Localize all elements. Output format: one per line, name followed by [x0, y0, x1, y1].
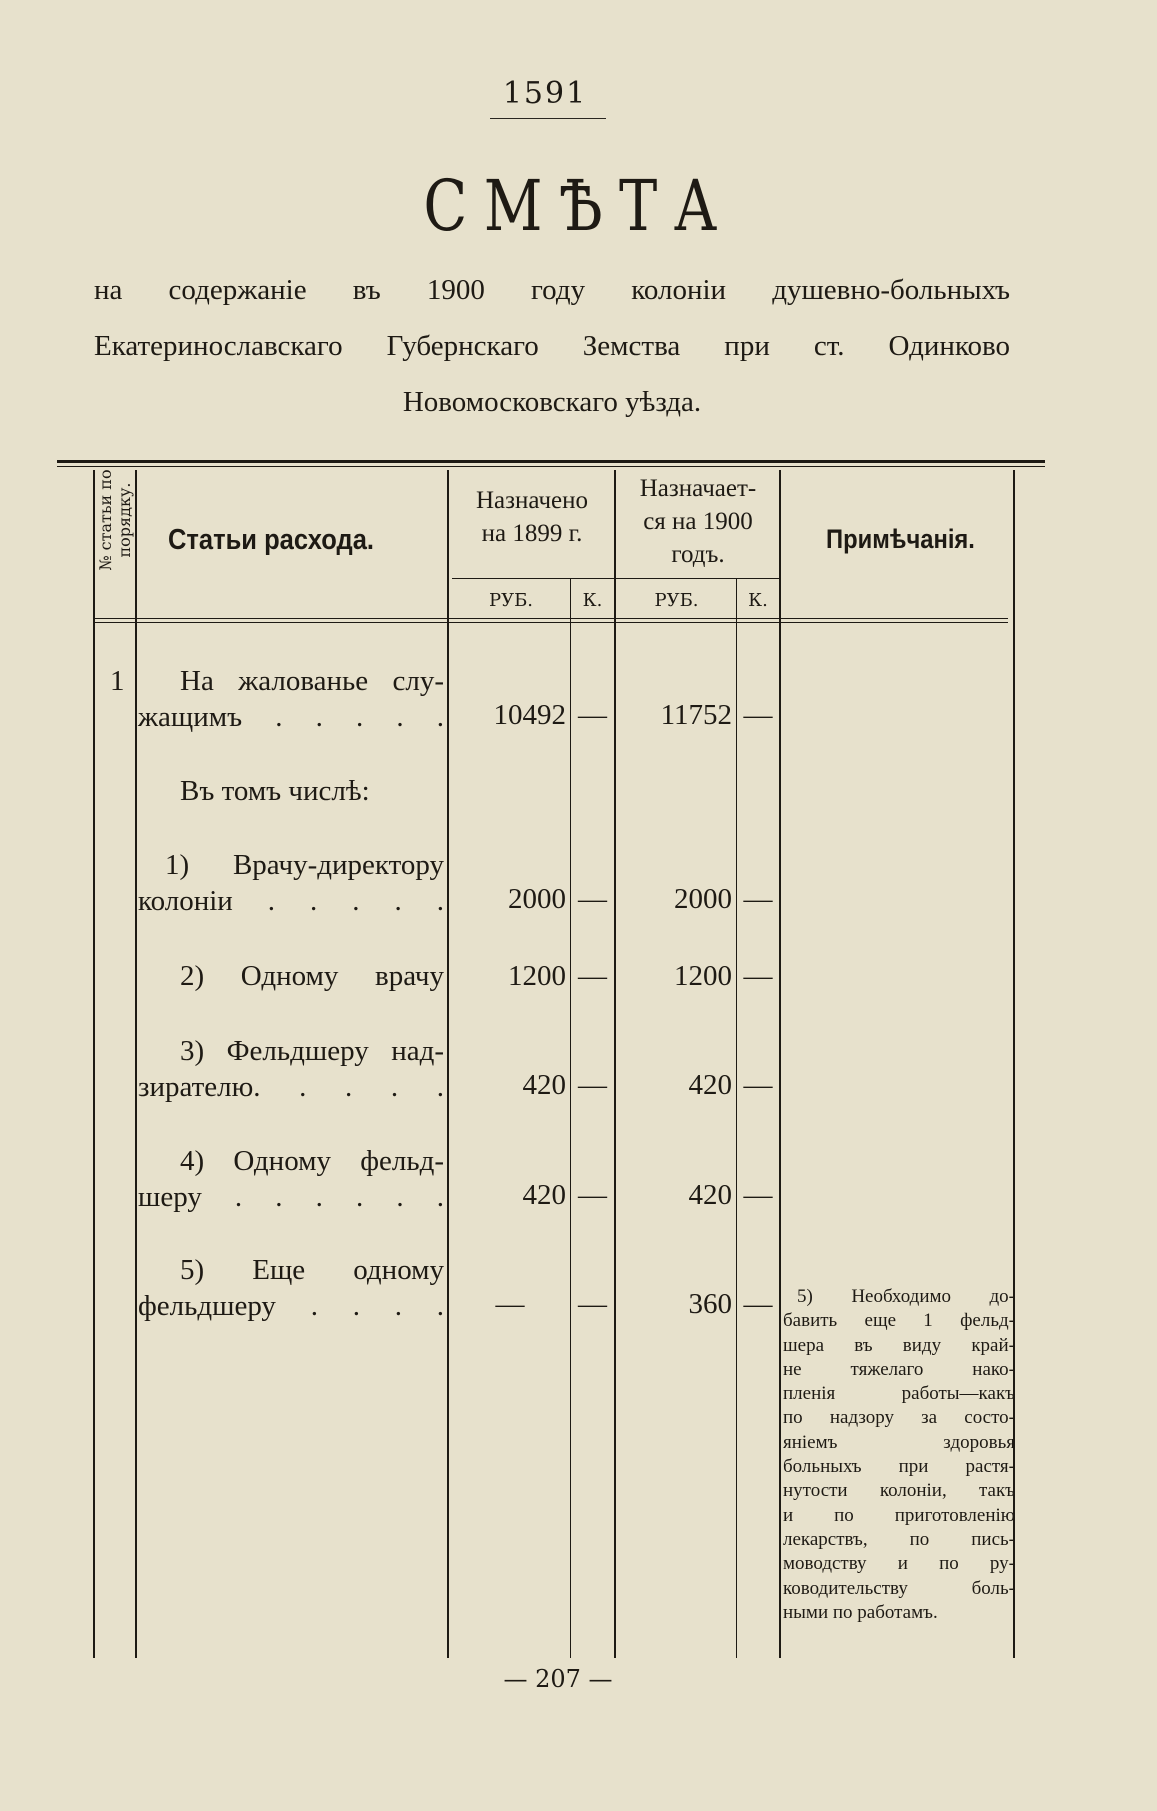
sum-1899-rub: — [495, 1288, 525, 1320]
sum-1900-rub: 360 [688, 1288, 732, 1320]
sum-1899-kop: — [578, 883, 607, 915]
row-item-line: 5) Еще одному [180, 1254, 444, 1286]
row-subheading: Въ томъ числѣ: [180, 775, 370, 807]
sum-1900-rub: 11752 [660, 699, 732, 731]
col-line-1900 [779, 470, 781, 1658]
header-kop-1900: К. [748, 590, 768, 611]
row-item-line: зирателю. . . . . [138, 1071, 444, 1103]
sum-1900-kop: — [743, 1288, 773, 1320]
table-top-rule-thin [57, 466, 1045, 467]
page-number-bottom: — 207 — [503, 1665, 613, 1693]
header-assigned-1900: Назначает- ся на 1900 годъ. [639, 475, 757, 568]
sum-1899-kop: — [578, 1288, 607, 1320]
row-item-line: жащимъ . . . . . [138, 701, 444, 733]
sum-1900-rub: 2000 [674, 883, 732, 915]
sum-1899-kop: — [578, 1179, 607, 1211]
sum-1900-kop: — [743, 960, 773, 992]
subtitle-line-1: на содержаніе въ 1900 году колоніи душевно-больныхъ [94, 274, 1010, 306]
header-rub-1899: РУБ. [488, 590, 534, 611]
document-title: СМѢТА [423, 165, 734, 247]
sum-1900-rub: 1200 [674, 960, 732, 992]
row-item-line: колоніи . . . . . [138, 885, 444, 917]
row-item-line: На жалованье слу- [180, 665, 444, 697]
units-rule [452, 578, 780, 579]
row-item-line: 1) Врачу-директору [165, 849, 444, 881]
sum-1900-kop: — [743, 699, 773, 731]
col-line-item [447, 470, 449, 1658]
row-item-line: шеру . . . . . . [138, 1181, 444, 1213]
col-line-no [135, 470, 137, 1658]
header-bottom-rule-2 [93, 622, 1008, 623]
row-item-line: 4) Одному фельд- [180, 1145, 444, 1177]
header-assigned-1899: Назначено на 1899 г. [475, 487, 589, 547]
sum-1900-kop: — [743, 883, 773, 915]
header-item-col: Статьи расхода. [168, 524, 375, 556]
row-item-line: 2) Одному врачу [180, 960, 444, 992]
col-line-1899 [614, 470, 616, 1658]
header-number-col: № статьи по порядку. [96, 469, 134, 571]
col-line-left [93, 470, 95, 1658]
sum-1899-rub: 1200 [508, 960, 566, 992]
sum-1899-kop: — [578, 960, 607, 992]
row-item-line: 3) Фельдшеру над- [180, 1035, 444, 1067]
sum-1899-kop: — [578, 1069, 607, 1101]
header-bottom-rule-1 [93, 618, 1008, 619]
header-notes-col: Примѣчанія. [826, 524, 975, 554]
sum-1899-rub: 10492 [493, 699, 566, 731]
row-item-line: фельдшеру . . . . [138, 1290, 444, 1322]
note-item-5: 5) Необходимо до- бавить еще 1 фельд- шера въ виду край- не тяжелаго нако- пленія работы—какъ по надзору за состо- яніемъ здоровья больныхъ при растя- нутости колоніи, такъ и по приготовленію лекарствъ, по пись- моводству и по ру- ководительству боль- ными по работамъ. [783, 1286, 1015, 1623]
header-rub-1900: РУБ. [654, 590, 699, 611]
page-number-top: 1591 [502, 76, 588, 111]
sum-1899-kop: — [578, 699, 607, 731]
sum-1900-rub: 420 [688, 1069, 732, 1101]
col-line-kop1900 [736, 578, 737, 1658]
sum-1900-rub: 420 [688, 1179, 732, 1211]
table-top-rule-thick [57, 460, 1045, 463]
sum-1900-kop: — [743, 1179, 773, 1211]
subtitle-line-3: Новомосковскаго уѣзда. [402, 386, 702, 418]
sum-1899-rub: 420 [522, 1179, 566, 1211]
page-number-rule [490, 118, 606, 119]
header-kop-1899: К. [582, 590, 603, 611]
subtitle-line-2: Екатеринославскаго Губернскаго Земства при ст. Одинково [94, 330, 1010, 362]
sum-1899-rub: 2000 [508, 883, 566, 915]
sum-1899-rub: 420 [522, 1069, 566, 1101]
sum-1900-kop: — [743, 1069, 773, 1101]
row-number: 1 [110, 665, 125, 697]
col-line-kop1899 [570, 578, 571, 1658]
